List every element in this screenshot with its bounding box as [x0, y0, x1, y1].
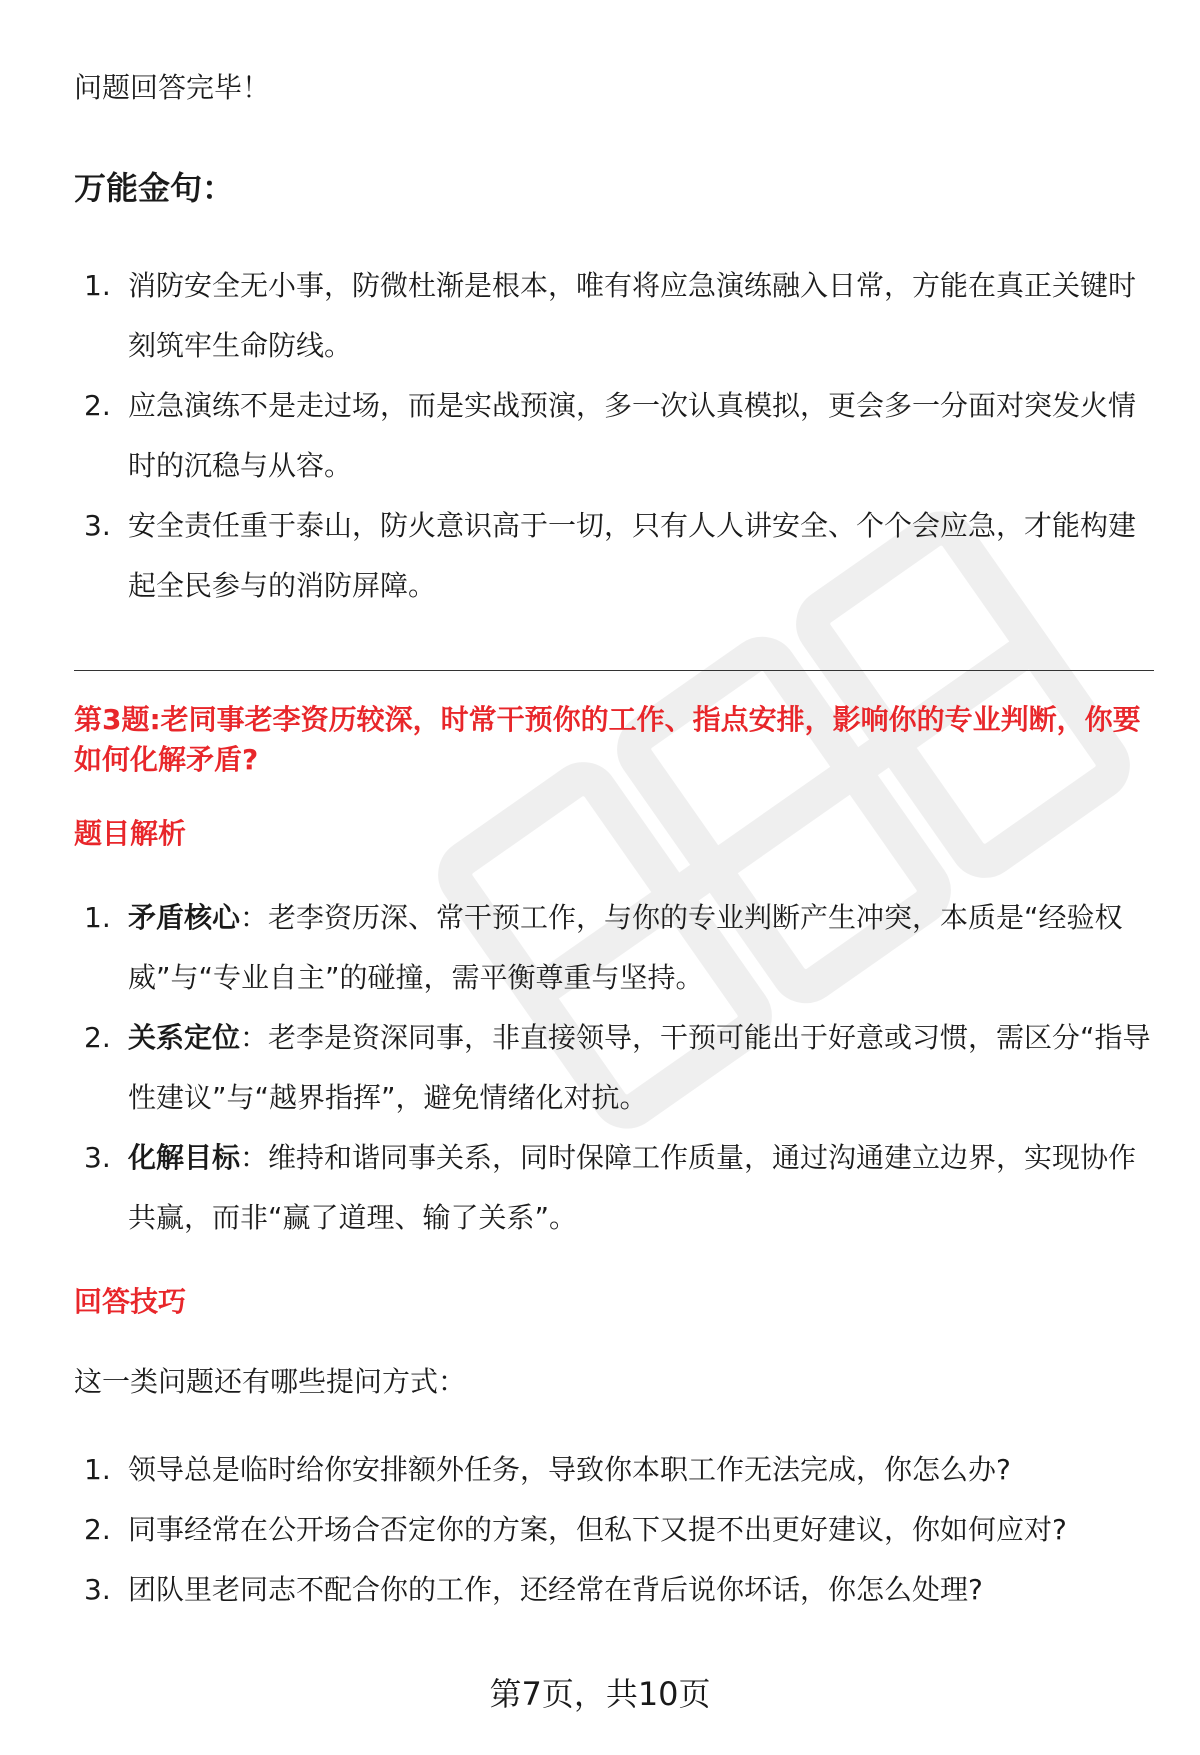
variants-lead-text: 这一类问题还有哪些提问方式：	[74, 1365, 467, 1398]
list-number: 3.	[84, 1141, 111, 1174]
question-variants-list	[74, 1440, 1154, 1620]
list-number: 1.	[84, 269, 111, 302]
list-item-text: 同事经常在公开场合否定你的方案，但私下又提不出更好建议，你如何应对?	[128, 1513, 1067, 1546]
list-number: 3.	[84, 509, 111, 542]
section-divider	[74, 670, 1154, 671]
document-page	[74, 0, 1154, 1755]
list-number: 2.	[84, 389, 111, 422]
list-number: 1.	[84, 1453, 111, 1486]
list-item-text: ：老李资历深、常干预工作，与你的专业判断产生冲突，本质是“经验权威”与“专业自主”的碰撞，需平衡尊重与坚持。	[128, 901, 1123, 994]
list-item	[74, 376, 1154, 496]
list-item-text: 应急演练不是走过场，而是实战预演，多一次认真模拟，更会多一分面对突发火情时的沉稳与从容。	[128, 389, 1137, 482]
analysis-label: 关系定位	[128, 1021, 241, 1054]
list-item-text: 安全责任重于泰山，防火意识高于一切，只有人人讲安全、个个会应急，才能构建起全民参与的消防屏障。	[128, 509, 1137, 602]
list-number: 2.	[84, 1513, 111, 1546]
list-item	[74, 256, 1154, 376]
answer-skills-heading: 回答技巧	[74, 1285, 187, 1318]
list-number: 2.	[84, 1021, 111, 1054]
list-item-text: 团队里老同志不配合你的工作，还经常在背后说你坏话，你怎么处理?	[128, 1573, 983, 1606]
list-number: 3.	[84, 1573, 111, 1606]
page-footer: 第7页，共10页	[489, 1675, 711, 1713]
list-item	[74, 1128, 1154, 1248]
golden-sentences-heading: 万能金句：	[74, 169, 235, 207]
analysis-heading: 题目解析	[74, 817, 187, 850]
intro-text: 问题回答完毕！	[74, 71, 271, 104]
list-item	[74, 496, 1154, 616]
list-item-text: ：老李是资深同事，非直接领导，干预可能出于好意或习惯，需区分“指导性建议”与“越界指挥”，避免情绪化对抗。	[128, 1021, 1151, 1114]
list-item-text: ：维持和谐同事关系，同时保障工作质量，通过沟通建立边界，实现协作共赢，而非“赢了道理、输了关系”。	[128, 1141, 1137, 1234]
golden-sentences-list	[74, 256, 1154, 616]
list-item	[74, 1500, 1154, 1560]
analysis-list	[74, 888, 1154, 1248]
list-item	[74, 1440, 1154, 1500]
list-item-text: 消防安全无小事，防微杜渐是根本，唯有将应急演练融入日常，方能在真正关键时刻筑牢生命防线。	[128, 269, 1137, 362]
list-item	[74, 1008, 1154, 1128]
analysis-label: 矛盾核心	[128, 901, 241, 934]
analysis-label: 化解目标	[128, 1141, 241, 1174]
list-item-text: 领导总是临时给你安排额外任务，导致你本职工作无法完成，你怎么办?	[128, 1453, 1011, 1486]
list-item	[74, 1560, 1154, 1620]
list-item	[74, 888, 1154, 1008]
question-title: 第3题:老同事老李资历较深，时常干预你的工作、指点安排，影响你的专业判断，你要如何化解矛盾?	[74, 703, 1141, 776]
list-number: 1.	[84, 901, 111, 934]
